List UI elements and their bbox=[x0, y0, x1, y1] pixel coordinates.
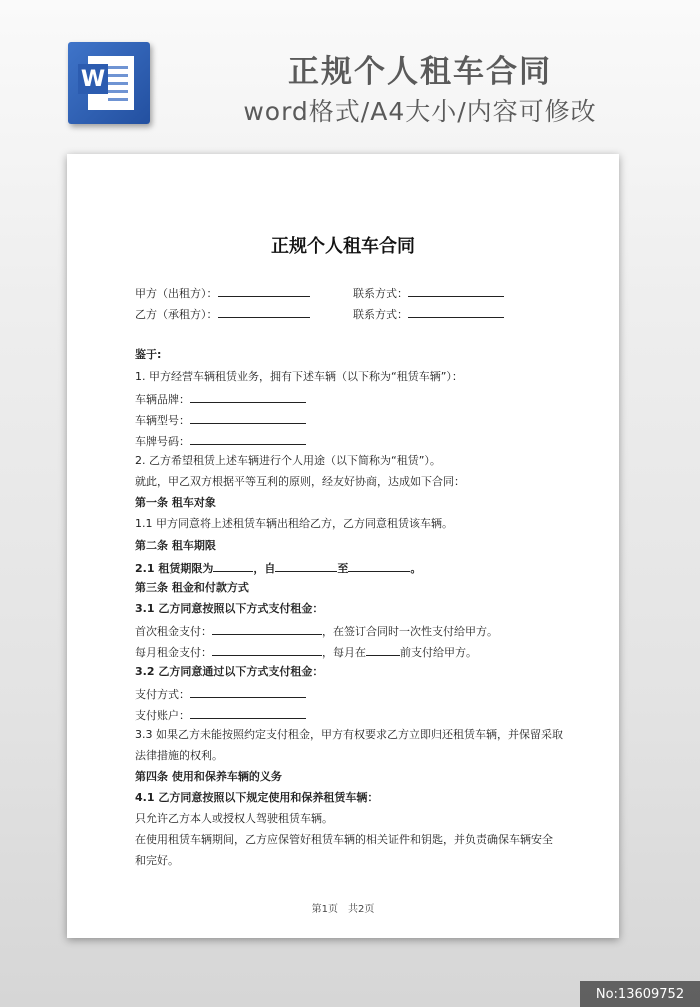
clause-text: 4.1 乙方同意按照以下规定使用和保养租赁车辆： bbox=[135, 791, 379, 804]
clause-text: 1.1 甲方同意将上述租赁车辆出租给乙方，乙方同意租赁该车辆。 bbox=[135, 517, 453, 530]
monthly-rent-blank[interactable] bbox=[212, 644, 322, 656]
article-heading: 第三条 租金和付款方式 bbox=[135, 581, 249, 594]
start-date-blank[interactable] bbox=[275, 560, 337, 572]
payment-method-row: 支付方式： bbox=[135, 686, 306, 702]
clause-text: 3.3 如果乙方未能按照约定支付租金，甲方有权要求乙方立即归还租赁车辆，并保留采取 bbox=[135, 728, 563, 741]
end-date-blank[interactable] bbox=[348, 560, 410, 572]
clause-text: 1. 甲方经营车辆租赁业务，拥有下述车辆（以下称为“租赁车辆”）： bbox=[135, 370, 463, 383]
monthly-day-blank[interactable] bbox=[366, 644, 400, 656]
payment-account-blank[interactable] bbox=[190, 707, 306, 719]
whereas-heading: 鉴于: bbox=[135, 348, 162, 361]
document-title: 正规个人租车合同 bbox=[271, 236, 415, 257]
word-document-icon bbox=[68, 42, 150, 124]
article-heading: 第四条 使用和保养车辆的义务 bbox=[135, 770, 282, 783]
vehicle-brand-row: 车辆品牌： bbox=[135, 391, 306, 407]
party-b-blank[interactable] bbox=[218, 306, 310, 318]
party-b-contact-row bbox=[353, 306, 504, 322]
term-blank[interactable] bbox=[213, 560, 253, 572]
image-id-badge: No:13609752 bbox=[580, 981, 700, 1007]
plate-number-row: 车牌号码： bbox=[135, 433, 306, 449]
clause-text: 和完好。 bbox=[135, 854, 179, 867]
page-number: 第1页 共2页 bbox=[311, 904, 375, 915]
party-a-contact-row bbox=[353, 285, 504, 301]
party-a-row bbox=[135, 285, 310, 301]
first-rent-blank[interactable] bbox=[212, 623, 322, 635]
party-a-contact-blank[interactable] bbox=[408, 285, 504, 297]
party-b-contact-blank[interactable] bbox=[408, 306, 504, 318]
clause-text: 就此，甲乙双方根据平等互利的原则，经友好协商，达成如下合同： bbox=[135, 475, 465, 488]
clause-text: 只允许乙方本人或授权人驾驶租赁车辆。 bbox=[135, 812, 333, 825]
party-a-blank[interactable] bbox=[218, 285, 310, 297]
clause-text: 2. 乙方希望租赁上述车辆进行个人用途（以下简称为“租赁”）。 bbox=[135, 454, 441, 467]
article-heading: 第二条 租车期限 bbox=[135, 539, 216, 552]
payment-account-row: 支付账户： bbox=[135, 707, 306, 723]
vehicle-model-row: 车辆型号： bbox=[135, 412, 306, 428]
document-page bbox=[67, 154, 619, 938]
party-b-row bbox=[135, 306, 310, 322]
monthly-rent-row: 每月租金支付： ，每月在 前支付给甲方。 bbox=[135, 646, 477, 659]
banner-title: 正规个人租车合同 bbox=[288, 54, 552, 90]
clause-text: 3.2 乙方同意通过以下方式支付租金： bbox=[135, 665, 324, 678]
plate-number-blank[interactable] bbox=[190, 433, 306, 445]
party-b-contact-label: 联系方式： bbox=[353, 308, 408, 321]
payment-method-blank[interactable] bbox=[190, 686, 306, 698]
clause-text: 法律措施的权利。 bbox=[135, 749, 223, 762]
first-rent-row: 首次租金支付： ，在签订合同时一次性支付给甲方。 bbox=[135, 625, 498, 638]
banner-subtitle: word格式/A4大小/内容可修改 bbox=[243, 97, 597, 126]
clause-text: 3.1 乙方同意按照以下方式支付租金： bbox=[135, 602, 324, 615]
clause-text: 在使用租赁车辆期间，乙方应保管好租赁车辆的相关证件和钥匙，并负责确保车辆安全 bbox=[135, 833, 553, 846]
word-letter: W bbox=[78, 64, 108, 94]
party-a-contact-label: 联系方式： bbox=[353, 287, 408, 300]
party-a-label: 甲方（出租方）： bbox=[135, 287, 218, 300]
article-heading: 第一条 租车对象 bbox=[135, 496, 216, 509]
party-b-label: 乙方（承租方）： bbox=[135, 308, 218, 321]
vehicle-model-blank[interactable] bbox=[190, 412, 306, 424]
lease-term-row: 2.1 租赁期限为 ，自 至 。 bbox=[135, 562, 422, 575]
vehicle-brand-blank[interactable] bbox=[190, 391, 306, 403]
